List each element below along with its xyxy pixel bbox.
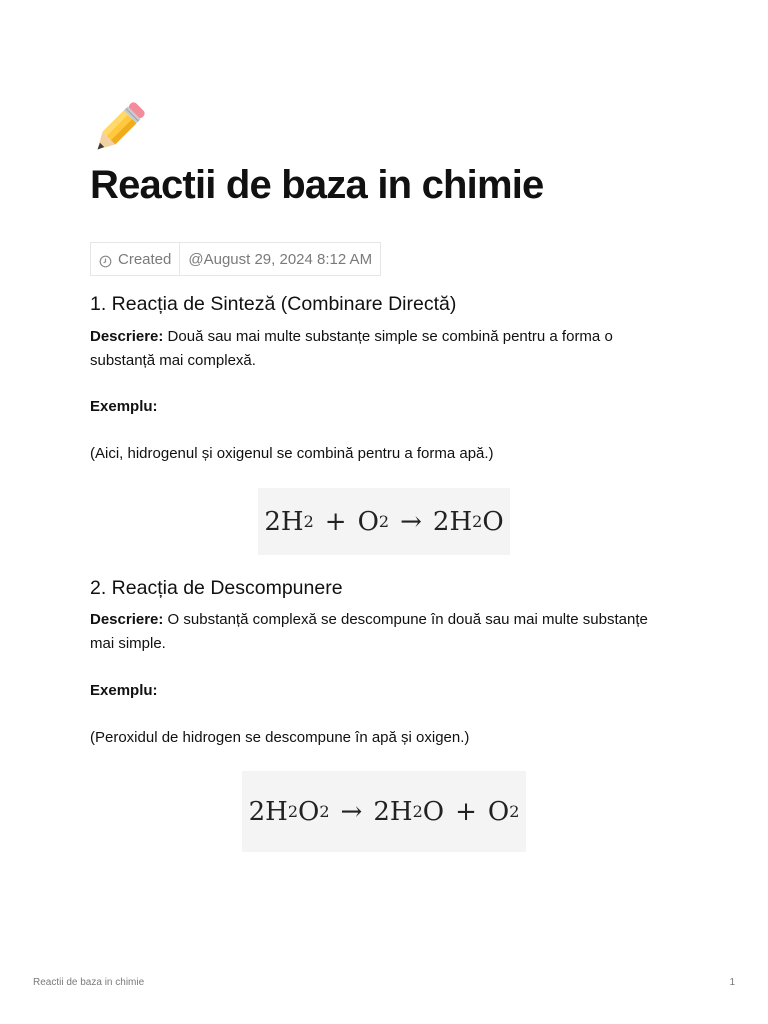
footer-title: Reactii de baza in chimie <box>33 977 145 988</box>
pencil-icon <box>90 100 146 158</box>
equation-synthesis: 2 H 2 + O 2 → 2 H 2 O <box>258 488 510 555</box>
section-heading-decomposition: 2. Reacția de Descompunere <box>90 577 343 599</box>
example-label: Exemplu: <box>90 682 158 699</box>
footer-page-number: 1 <box>729 977 735 988</box>
description-paragraph <box>90 325 660 373</box>
example-label: Exemplu: <box>90 398 158 415</box>
equation-decomposition: 2 H 2 O 2 → 2 H 2 O + O 2 <box>242 771 526 852</box>
created-property-key <box>91 243 180 275</box>
description-text: O substanță complexă se descompune în două sau mai multe substanțe mai simple. <box>90 611 648 652</box>
created-label: Created <box>118 250 172 268</box>
description-label: Descriere: <box>90 328 164 345</box>
properties-bar <box>90 242 381 276</box>
clock-icon <box>99 255 112 268</box>
created-date-value: @August 29, 2024 8:12 AM <box>188 250 373 268</box>
description-paragraph <box>90 608 660 656</box>
example-note: (Aici, hidrogenul și oxigenul se combină pentru a forma apă.) <box>90 445 494 462</box>
section-heading-synthesis: 1. Reacția de Sinteză (Combinare Directă) <box>90 293 457 315</box>
description-text: Două sau mai multe substanțe simple se combină pentru a forma o substanță mai complexă. <box>90 328 613 369</box>
description-label: Descriere: <box>90 611 164 628</box>
example-note: (Peroxidul de hidrogen se descompune în apă și oxigen.) <box>90 729 470 746</box>
page-title: Reactii de baza in chimie <box>90 163 544 207</box>
